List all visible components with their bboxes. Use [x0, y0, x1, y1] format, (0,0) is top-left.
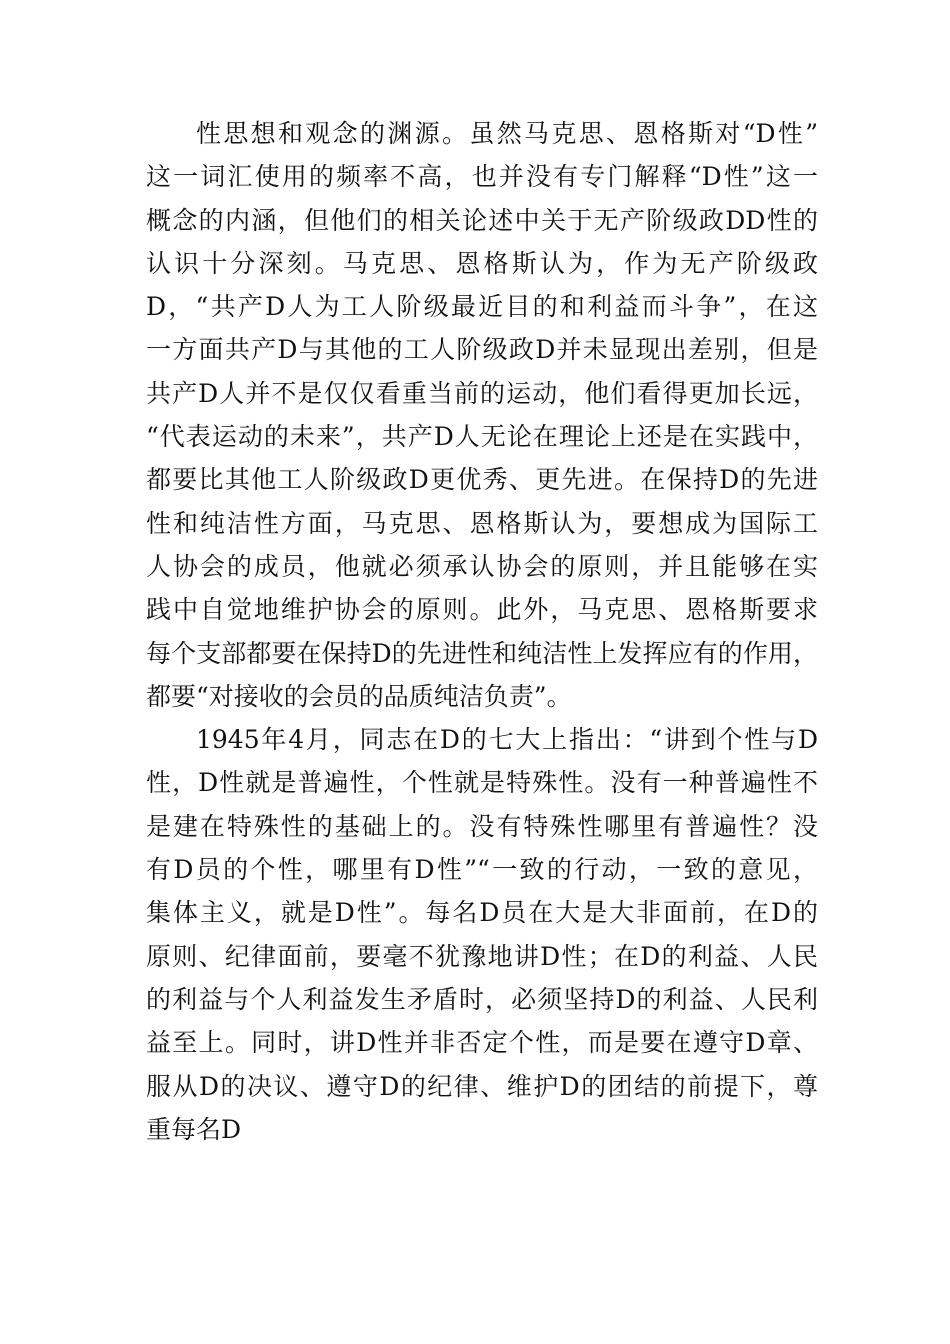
- text-line: 这一词汇使用的频率不高，也并没有专门解释“D性”这一: [146, 162, 818, 192]
- body-text: [146, 112, 818, 1151]
- text-line: 原则、纪律面前，要毫不犹豫地讲D性；在D的利益、人民: [146, 941, 818, 971]
- text-line: 都要“对接收的会员的品质纯洁负责”。: [146, 681, 572, 711]
- text-line: “代表运动的未来”，共产D人无论在理论上还是在实践中，: [146, 422, 818, 452]
- text-line: 服从D的决议、遵守D的纪律、维护D的团结的前提下，尊: [146, 1071, 818, 1101]
- text-line: 性和纯洁性方面，马克思、恩格斯认为，要想成为国际工: [146, 508, 818, 538]
- text-line: 都要比其他工人阶级政D更优秀、更先进。在保持D的先进: [146, 465, 818, 495]
- text-line: 重每名D: [146, 1114, 242, 1144]
- text-line: 的利益与个人利益发生矛盾时，必须坚持D的利益、人民利: [146, 984, 818, 1014]
- text-line: 性，D性就是普遍性，个性就是特殊性。没有一种普遍性不: [146, 768, 818, 798]
- text-line: 践中自觉地维护协会的原则。此外，马克思、恩格斯要求: [146, 595, 818, 625]
- text-line: 益至上。同时，讲D性并非否定个性，而是要在遵守D章、: [146, 1028, 818, 1058]
- text-line: 性思想和观念的渊源。虽然马克思、恩格斯对“D性”: [196, 119, 818, 148]
- text-line: 一方面共产D与其他的工人阶级政D并未显现出差别，但是: [146, 335, 818, 365]
- text-line: 集体主义，就是D性”。每名D员在大是大非面前，在D的: [146, 898, 818, 928]
- text-line: 1945年4月，同志在D的七大上指出：“讲到个性与D: [196, 725, 818, 755]
- text-line: 概念的内涵，但他们的相关论述中关于无产阶级政DD性的: [146, 205, 818, 235]
- text-line: 共产D人并不是仅仅看重当前的运动，他们看得更加长远，: [146, 378, 818, 408]
- text-line: 人协会的成员，他就必须承认协会的原则，并且能够在实: [146, 551, 818, 581]
- text-line: 是建在特殊性的基础上的。没有特殊性哪里有普遍性？没: [146, 811, 818, 841]
- text-line: 有D员的个性，哪里有D性”“一致的行动，一致的意见，: [146, 855, 818, 885]
- text-line: D，“共产D人为工人阶级最近目的和利益而斗争”，在这: [146, 292, 818, 322]
- text-line: 每个支部都要在保持D的先进性和纯洁性上发挥应有的作用，: [146, 638, 818, 668]
- text-line: 认识十分深刻。马克思、恩格斯认为，作为无产阶级政: [146, 248, 818, 278]
